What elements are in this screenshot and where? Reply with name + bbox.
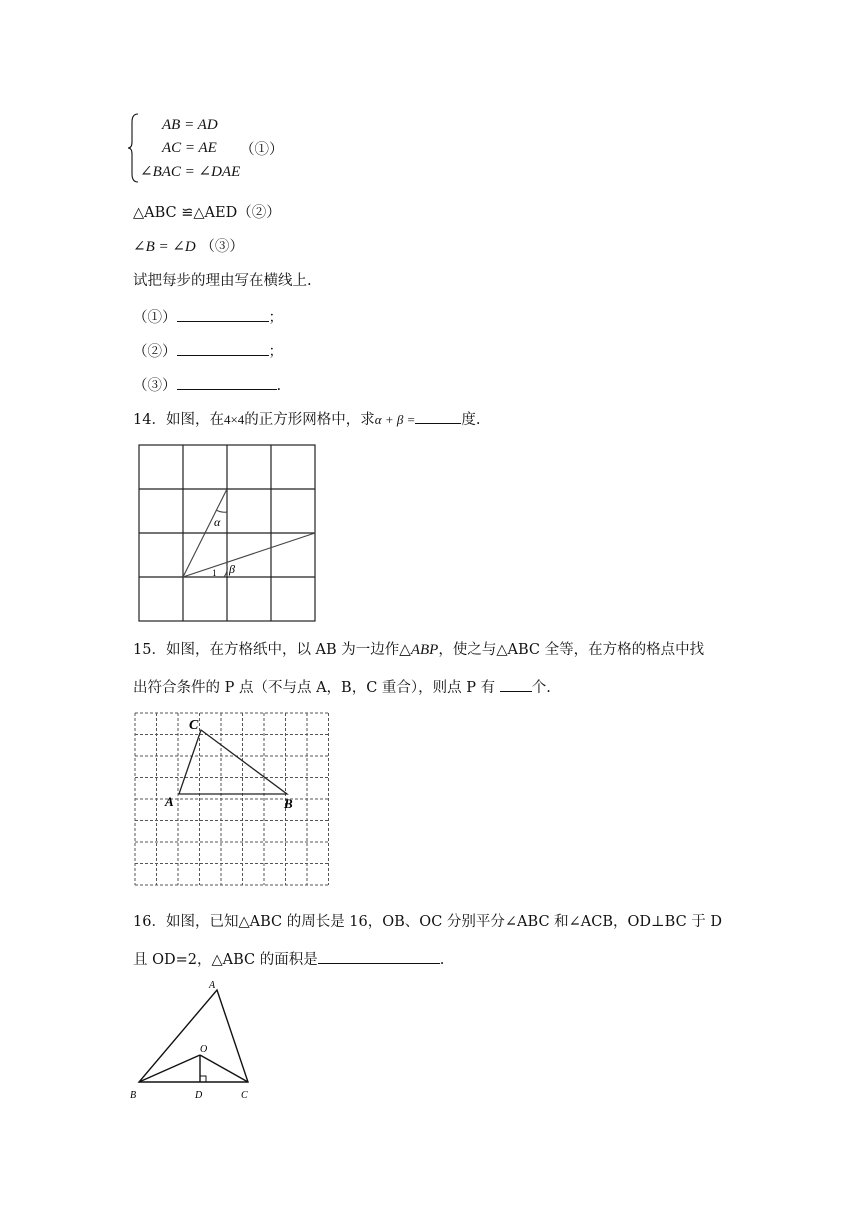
q16-line-1: 16．如图，已知△ABC 的周长是 16，OB、OC 分别平分∠ABC 和∠ACB，OD⊥BC 于 D	[133, 914, 723, 930]
system-line-2: AC = AE	[162, 140, 217, 156]
reason-end-3: .	[276, 378, 282, 394]
system-mark: （①）	[240, 142, 284, 158]
q15-blank[interactable]	[500, 677, 532, 692]
q14-middle: 的正方形网格中，求	[244, 412, 375, 428]
q14-line-to-right	[183, 533, 315, 577]
reason-label-2: （②）	[133, 344, 177, 360]
system-brace	[128, 112, 140, 184]
q15-prefix-2: 出符合条件的 P 点（不与点 A，B，C 重合），则点 P 有	[133, 680, 500, 696]
reason-blank-1[interactable]	[177, 307, 269, 322]
q16-label-c: C	[241, 1090, 248, 1101]
q15-label-b: B	[284, 796, 293, 811]
q15-line-2	[133, 677, 551, 696]
reason-line-1	[133, 307, 283, 326]
q15-tri: △ABP	[399, 642, 439, 658]
q14-blank[interactable]	[415, 409, 461, 424]
q14-text	[133, 409, 481, 428]
q14-grid: 4×4	[223, 412, 245, 427]
q14-beta-label: β	[229, 562, 235, 576]
q16-suffix: .	[439, 952, 445, 968]
system-line-3: ∠BAC = ∠DAE	[140, 164, 241, 180]
reason-end-1: ；	[268, 310, 283, 326]
step3-line	[133, 240, 244, 255]
q15-label-a: A	[165, 794, 174, 809]
reason-line-3	[133, 375, 281, 394]
q14-prefix: 14．如图，在	[133, 412, 224, 428]
q16-label-a: A	[209, 980, 216, 991]
q16-prefix: 且 OD=2，△ABC 的面积是	[133, 952, 318, 968]
reason-blank-2[interactable]	[177, 341, 269, 356]
q15-line-1	[133, 643, 704, 658]
q14-expr: α + β =	[374, 412, 416, 427]
q15-suffix-2: 个.	[531, 680, 551, 696]
step3-expr: ∠B = ∠D	[133, 239, 196, 255]
q16-blank[interactable]	[318, 949, 440, 964]
q16-segment-ob	[139, 1055, 200, 1082]
q15-grid-figure	[130, 708, 330, 894]
q15-triangle	[179, 730, 287, 794]
q16-label-d: D	[195, 1090, 203, 1101]
instruction-text: 试把每步的理由写在横线上.	[133, 273, 312, 289]
q16-line-2	[133, 949, 444, 968]
q15-prefix: 15．如图，在方格纸中，以 AB 为一边作	[133, 642, 400, 658]
q14-alpha-label: α	[214, 515, 221, 529]
step2-text: △ABC ≌△AED（②）	[133, 205, 281, 221]
reason-line-2	[133, 341, 283, 360]
q15-label-c: C	[189, 718, 199, 733]
q16-triangle-figure	[126, 976, 266, 1108]
q16-triangle	[139, 990, 248, 1082]
q16-label-b: B	[130, 1090, 137, 1101]
reason-end-2: ；	[268, 344, 283, 360]
step3-mark: （③）	[200, 239, 244, 255]
q14-one-label: 1	[212, 568, 217, 578]
q14-suffix: 度.	[461, 412, 481, 428]
reason-blank-3[interactable]	[177, 375, 277, 390]
system-line-1: AB = AD	[162, 117, 218, 133]
q14-grid-figure	[136, 442, 318, 624]
q16-label-o: O	[200, 1044, 208, 1055]
reason-label-1: （①）	[133, 310, 177, 326]
q15-suffix-1: ，使之与△ABC 全等，在方格的格点中找	[438, 642, 705, 658]
reason-label-3: （③）	[133, 378, 177, 394]
